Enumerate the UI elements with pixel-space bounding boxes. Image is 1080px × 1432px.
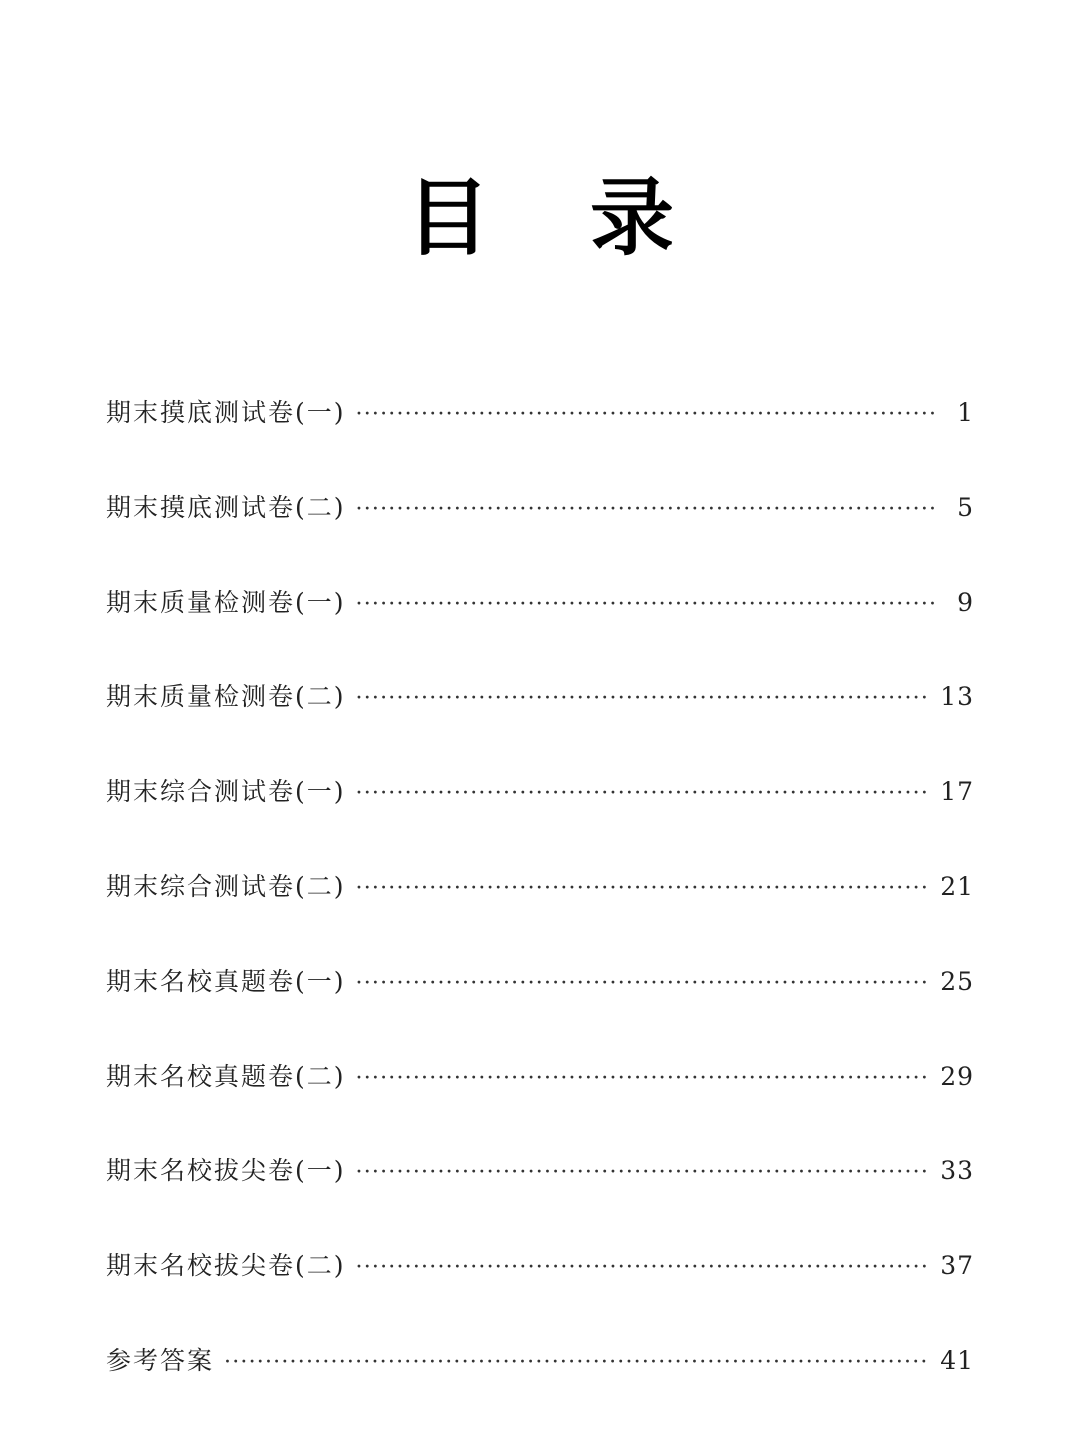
toc-entry-label: 期末名校拔尖卷(一)	[106, 1156, 346, 1186]
toc-entry-page-number: 25	[940, 966, 974, 996]
toc-entry[interactable]	[106, 1337, 974, 1385]
dot-leader	[356, 863, 927, 913]
toc-entry-label: 期末综合测试卷(一)	[106, 777, 346, 807]
toc-entry[interactable]	[106, 958, 974, 1006]
dot-leader	[356, 389, 934, 439]
toc-entry-page-number: 9	[957, 587, 974, 617]
toc-entry-label: 期末质量检测卷(二)	[106, 682, 346, 712]
toc-entry[interactable]	[106, 863, 974, 911]
dot-leader	[356, 579, 934, 629]
dot-leader	[356, 1147, 927, 1197]
toc-entry[interactable]	[106, 1053, 974, 1101]
toc-entry-page-number: 41	[940, 1345, 974, 1375]
toc-entry-label: 期末名校真题卷(二)	[106, 1061, 346, 1091]
toc-entry-label: 期末名校拔尖卷(二)	[106, 1251, 346, 1281]
dot-leader	[356, 1242, 927, 1292]
toc-entry[interactable]	[106, 484, 974, 532]
toc-entry-page-number: 1	[957, 398, 974, 427]
toc-entry-page-number: 21	[940, 871, 974, 901]
dot-leader	[356, 768, 927, 818]
page-title	[0, 168, 1080, 269]
toc-entry-page-number: 29	[940, 1061, 974, 1091]
toc-entry-label: 期末质量检测卷(一)	[106, 587, 346, 617]
dot-leader	[356, 1053, 927, 1103]
toc-entry[interactable]	[106, 673, 974, 721]
title-char-1: 目	[405, 168, 490, 267]
toc-entry-label: 参考答案	[106, 1345, 215, 1375]
toc-entry-page-number: 33	[940, 1156, 974, 1186]
table-of-contents	[106, 389, 974, 1432]
dot-leader	[356, 958, 927, 1008]
toc-entry[interactable]	[106, 579, 974, 627]
dot-leader	[224, 1337, 926, 1387]
toc-entry-page-number: 5	[957, 492, 974, 522]
toc-entry[interactable]	[106, 1242, 974, 1290]
toc-entry[interactable]	[106, 389, 974, 437]
toc-entry[interactable]	[106, 768, 974, 816]
dot-leader	[356, 484, 934, 534]
toc-entry-label: 期末名校真题卷(一)	[106, 966, 346, 996]
toc-entry-page-number: 37	[940, 1251, 974, 1281]
dot-leader	[356, 673, 927, 723]
toc-entry-label: 期末综合测试卷(二)	[106, 871, 346, 901]
title-char-2: 录	[590, 168, 675, 267]
toc-entry-label: 期末摸底测试卷(二)	[106, 492, 346, 522]
toc-entry[interactable]	[106, 1147, 974, 1195]
toc-entry-label: 期末摸底测试卷(一)	[106, 398, 346, 427]
toc-entry-page-number: 13	[940, 682, 974, 712]
toc-entry-page-number: 17	[940, 777, 974, 807]
